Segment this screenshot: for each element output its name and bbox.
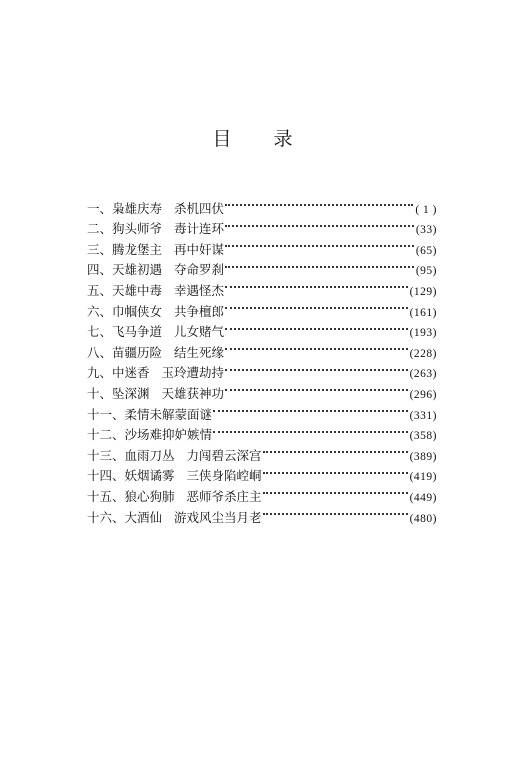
page-number: (331) — [409, 409, 437, 422]
page-number: (480) — [409, 512, 437, 525]
chapter-number: 十、 — [87, 385, 113, 401]
chapter-title-part1: 沙场难抑妒嫉情 — [124, 427, 213, 443]
chapter-title-part1: 狗头师爷 — [112, 221, 163, 237]
chapter-title-part1: 飞马争道 — [112, 324, 163, 340]
dot-leader — [225, 316, 408, 337]
chapter-title-part1: 巾帼侠女 — [112, 303, 163, 319]
chapter-title-part2: 共争檀郎 — [174, 303, 225, 319]
chapter-title-part1: 血雨刀丛 — [124, 447, 175, 463]
chapter-title-part2: 儿女赌气 — [174, 324, 225, 340]
page-number: (65) — [415, 244, 437, 257]
dot-leader — [263, 480, 408, 501]
chapter-number: 四、 — [87, 262, 113, 278]
page-number: ( 1 ) — [415, 203, 437, 216]
chapter-number: 三、 — [87, 241, 113, 257]
dot-leader — [263, 460, 408, 481]
dot-leader — [225, 377, 408, 398]
page-number: (449) — [409, 491, 437, 504]
chapter-title-part2: 幸遇怪杰 — [174, 282, 225, 298]
chapter-number: 一、 — [87, 200, 113, 216]
chapter-title-part1: 天雄初遇 — [112, 262, 163, 278]
toc-entry — [87, 192, 437, 216]
page-number: (228) — [409, 347, 437, 360]
chapter-title-part2: 夺命罗刹 — [174, 262, 225, 278]
chapter-title-part1: 中迷香 — [112, 365, 150, 381]
chapter-title-part1: 枭雄庆寿 — [112, 200, 163, 216]
table-of-contents — [87, 192, 437, 525]
dot-leader — [225, 233, 414, 254]
chapter-number: 十二、 — [87, 427, 125, 443]
page-number: (95) — [415, 265, 437, 278]
chapter-title-part1: 苗疆历险 — [112, 344, 163, 360]
chapter-title-part1: 柔情未解蒙面谜 — [124, 406, 213, 422]
page-number: (129) — [409, 285, 437, 298]
chapter-title-part2: 杀机四伏 — [174, 200, 225, 216]
chapter-title-part1: 坠深渊 — [112, 385, 150, 401]
chapter-title-part1: 狼心狗肺 — [124, 488, 175, 504]
page-number: (389) — [409, 450, 437, 463]
chapter-number: 十一、 — [87, 406, 125, 422]
chapter-number: 十六、 — [87, 509, 125, 525]
dot-leader — [225, 295, 408, 316]
dot-leader — [225, 336, 408, 357]
page-number: (33) — [415, 224, 437, 237]
chapter-title-part2: 三侠身陷崆峒 — [186, 468, 262, 484]
page-number: (263) — [409, 368, 437, 381]
chapter-number: 十五、 — [87, 488, 125, 504]
chapter-number: 七、 — [87, 324, 113, 340]
chapter-title-part2: 结生死缘 — [174, 344, 225, 360]
dot-leader — [263, 439, 408, 460]
chapter-title-part1: 腾龙堡主 — [112, 241, 163, 257]
chapter-title-part2: 玉玲遭劫持 — [161, 365, 225, 381]
chapter-title-part2: 再中奸谋 — [174, 241, 225, 257]
page-number: (358) — [409, 430, 437, 443]
chapter-number: 六、 — [87, 303, 113, 319]
chapter-title-part2: 力闯碧云深宫 — [186, 447, 262, 463]
page-number: (193) — [409, 327, 437, 340]
page-number: (161) — [409, 306, 437, 319]
page-title: 目 录 — [212, 128, 311, 150]
chapter-number: 八、 — [87, 344, 113, 360]
chapter-title-part2: 恶师爷杀庄主 — [186, 488, 262, 504]
dot-leader — [225, 254, 414, 275]
dot-leader — [213, 398, 408, 419]
chapter-title-part1: 天雄中毒 — [112, 282, 163, 298]
dot-leader — [225, 357, 408, 378]
dot-leader — [263, 501, 408, 522]
chapter-number: 五、 — [87, 282, 113, 298]
dot-leader — [225, 192, 413, 213]
chapter-number: 二、 — [87, 221, 113, 237]
chapter-number: 十三、 — [87, 447, 125, 463]
chapter-title-part1: 妖烟谲雾 — [124, 468, 175, 484]
chapter-title-part2: 天雄获神功 — [161, 385, 225, 401]
chapter-title-part1: 大酒仙 — [124, 509, 163, 525]
chapter-title-part2: 毒计连环 — [174, 221, 225, 237]
dot-leader — [225, 274, 408, 295]
chapter-number: 十四、 — [87, 468, 125, 484]
page-number: (296) — [409, 388, 437, 401]
page-number: (419) — [409, 471, 437, 484]
chapter-title-part2: 游戏风尘当月老 — [174, 509, 262, 525]
dot-leader — [213, 419, 408, 440]
chapter-number: 九、 — [87, 365, 113, 381]
dot-leader — [225, 213, 414, 234]
